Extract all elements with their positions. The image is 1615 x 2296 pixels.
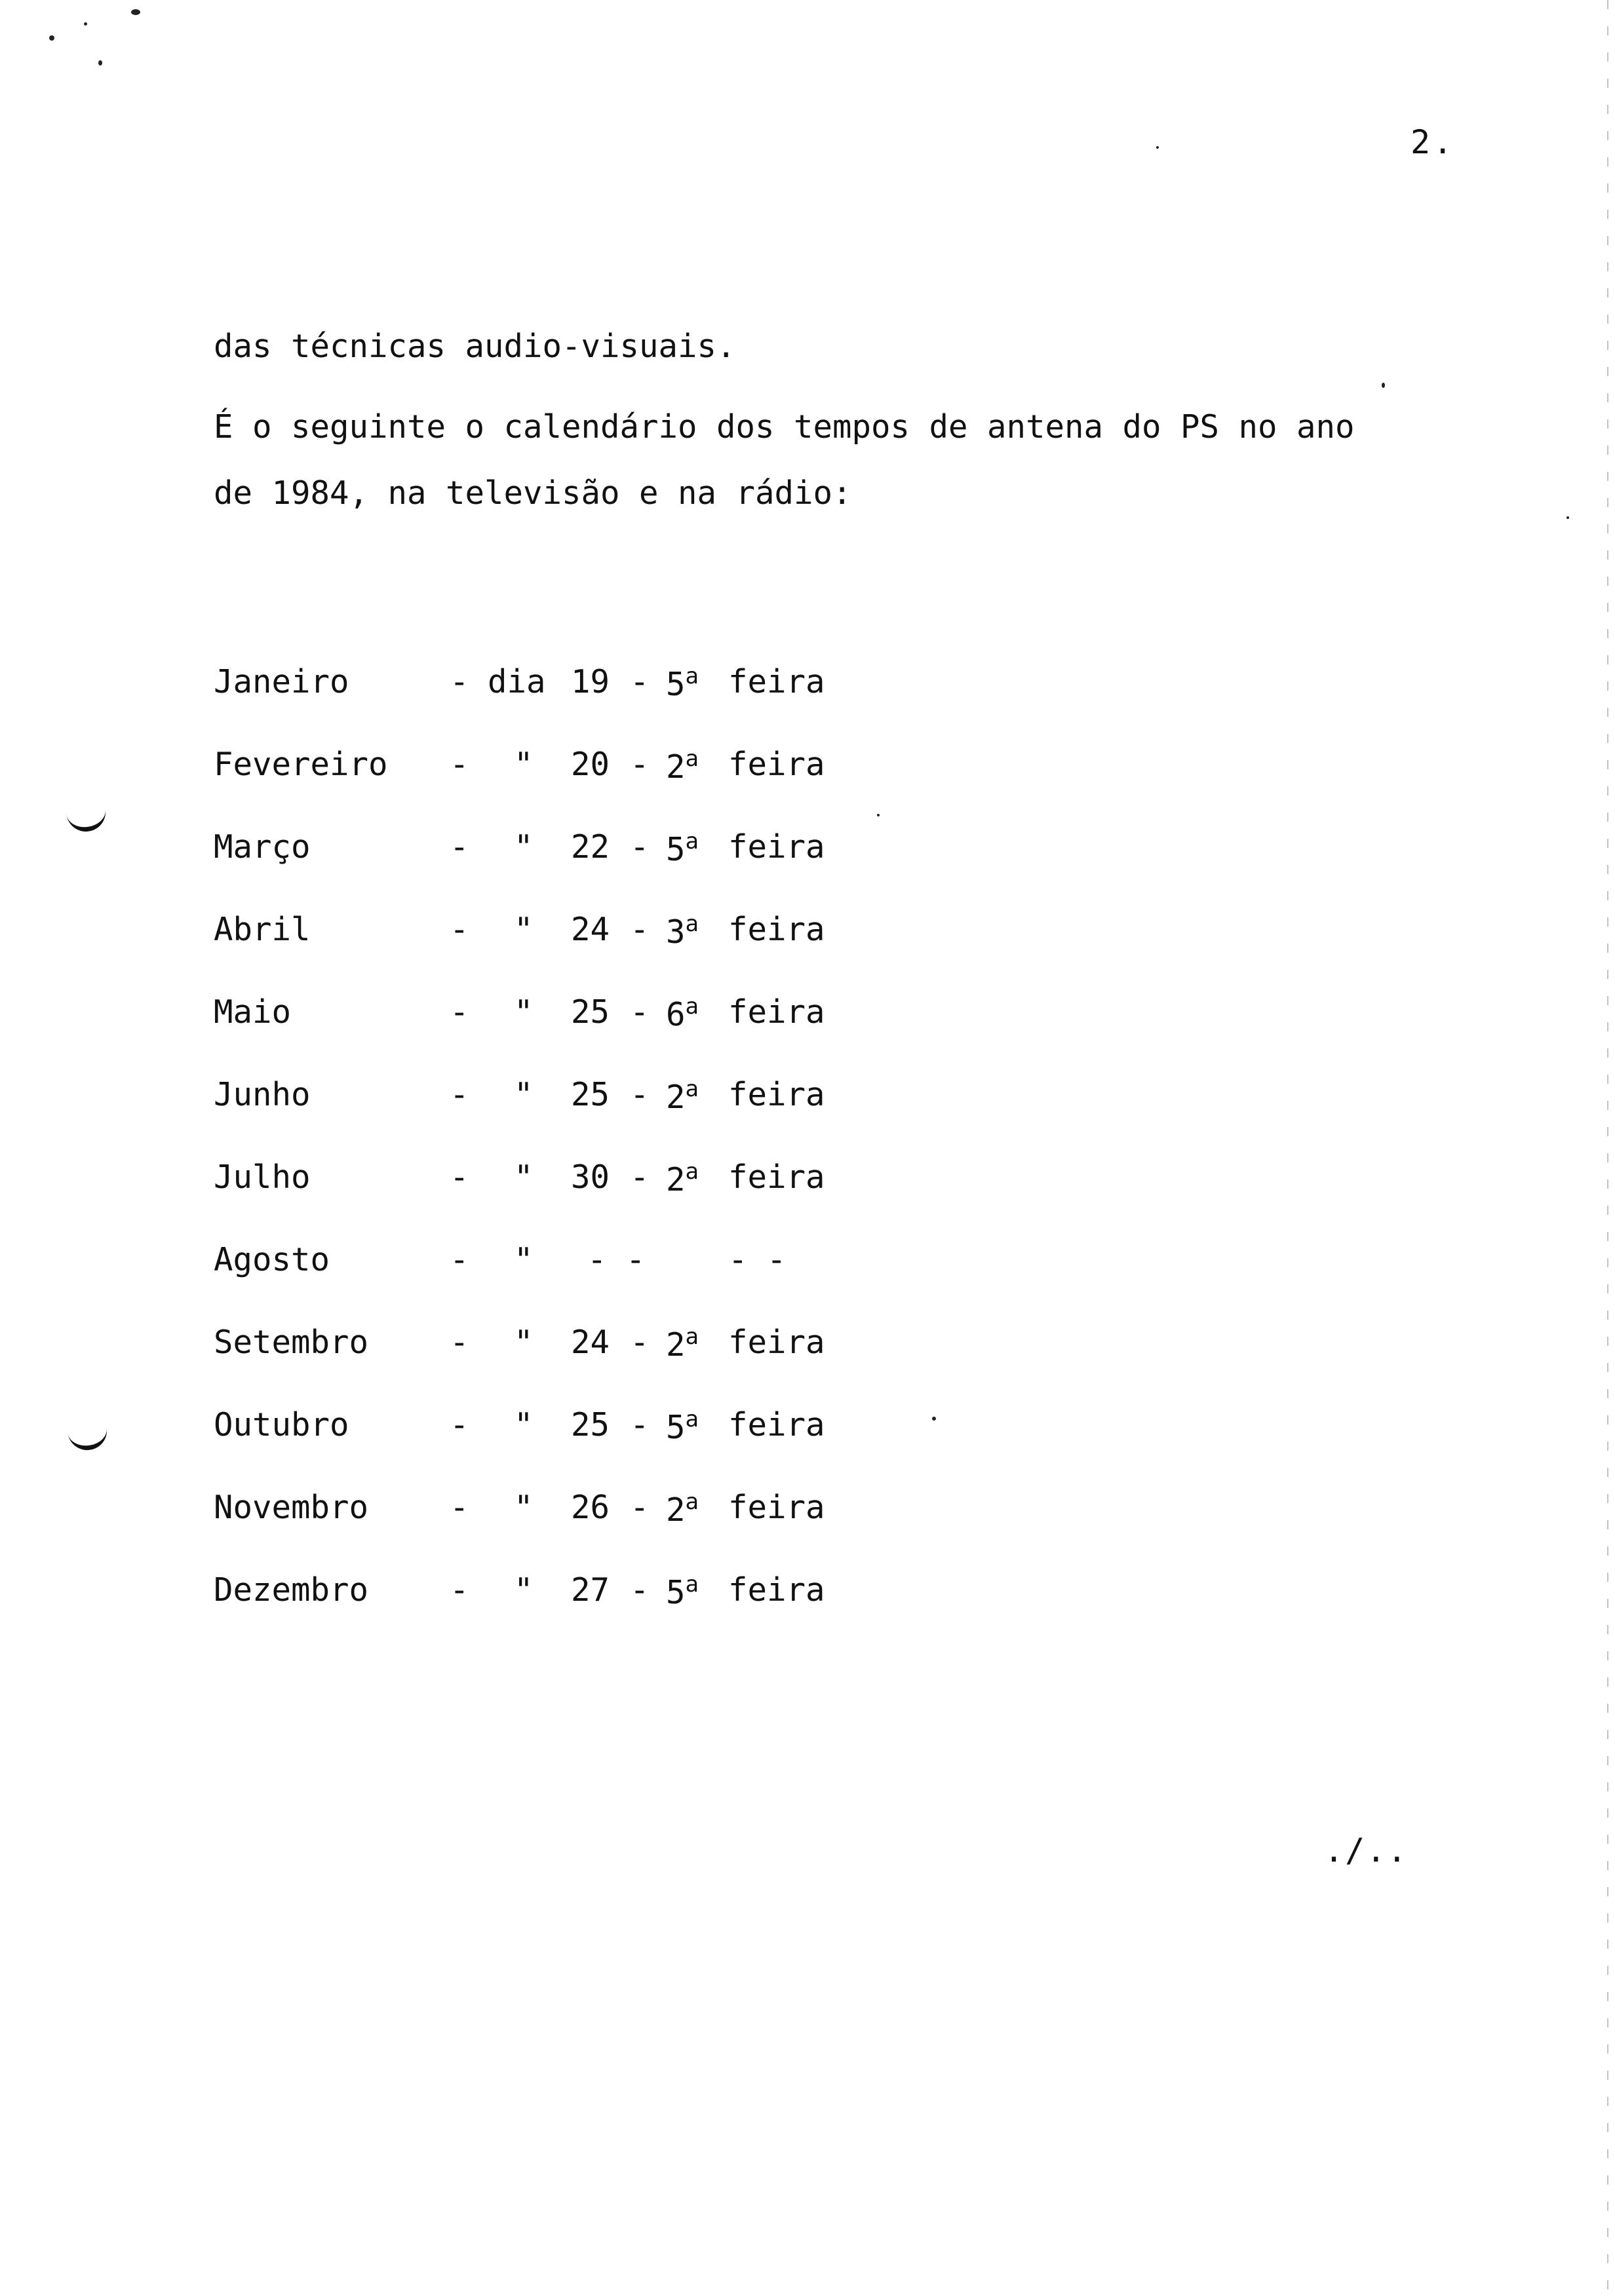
calendar-row [214,663,935,746]
month-label: Janeiro [214,663,349,700]
weekday-number: 5 [666,831,686,868]
feira-label: feira [728,1076,825,1113]
scan-speck [84,22,87,26]
dash-separator: - [630,993,650,1031]
calendar-row [214,1076,935,1158]
dash-separator: - [450,746,469,783]
dash-separator: - [630,1324,650,1361]
ditto-mark: " [514,1489,534,1526]
dash-separator: - [450,1076,469,1113]
ordinal-indicator: a [685,828,699,854]
month-label: Fevereiro [214,746,388,783]
continuation-mark: ./.. [1324,1831,1409,1869]
feira-label: feira [728,1406,825,1444]
month-label: Maio [214,993,292,1031]
scan-speck [98,60,102,66]
day-number: 30 [571,1158,610,1196]
weekday-ordinal [666,993,699,1033]
weekday-ordinal [666,1158,699,1198]
calendar-row [214,1571,935,1654]
calendar-row [214,746,935,828]
weekday-ordinal [666,663,699,703]
weekday-ordinal [666,1406,699,1446]
dash-separator: - [630,663,650,700]
ditto-mark: " [514,1241,534,1278]
ordinal-indicator: a [685,1406,699,1432]
dash-separator: - [450,1241,469,1278]
ordinal-indicator: a [685,1076,699,1102]
dash-separator: - [630,1489,650,1526]
punch-hole-mark [65,798,108,834]
ordinal-indicator: a [685,1571,699,1598]
calendar-row [214,993,935,1076]
day-prefix: dia [488,663,546,700]
scan-speck [1156,146,1159,149]
weekday-number: 2 [666,1161,686,1198]
month-label: Março [214,828,311,866]
dash-separator: - [450,1571,469,1609]
day-number: 26 [571,1489,610,1526]
month-label: Julho [214,1158,311,1196]
dash-separator: - [630,828,650,866]
dash-separator: - [630,1076,650,1113]
dash-separator: - [450,663,469,700]
weekday-number: 3 [666,913,686,951]
weekday-ordinal [666,911,699,951]
paragraph-line-3: de 1984, na televisão e na rádio: [214,474,852,512]
ordinal-indicator: a [685,1489,699,1515]
ordinal-indicator: a [685,1324,699,1350]
scan-speck [1566,516,1569,519]
page-number: 2. [1411,123,1456,161]
calendar-row [214,1324,935,1406]
ordinal-indicator: a [685,911,699,937]
weekday-number: 2 [666,748,686,786]
dash-separator: - [450,911,469,948]
day-number: 19 [571,663,610,700]
weekday-ordinal [666,1076,699,1116]
day-number: 22 [571,828,610,866]
dash-separator: - [450,828,469,866]
ordinal-indicator: a [685,663,699,689]
day-number: 25 [571,993,610,1031]
dash-separator: - [630,1158,650,1196]
ditto-mark: " [514,993,534,1031]
ordinal-indicator: a [685,1158,699,1185]
weekday-ordinal [666,1324,699,1364]
scan-speck [932,1417,936,1421]
feira-label: feira [728,746,825,783]
dash-separator: - [450,1324,469,1361]
ordinal-indicator: a [685,993,699,1020]
day-number: 25 [571,1076,610,1113]
month-label: Outubro [214,1406,349,1444]
dash-separator: - [630,911,650,948]
calendar-row [214,1158,935,1241]
dash-separator: - [450,1406,469,1444]
weekday-ordinal [666,828,699,868]
weekday-number: 2 [666,1079,686,1116]
calendar-row [214,911,935,993]
broadcast-calendar [214,663,935,1654]
weekday-number: 5 [666,1409,686,1446]
ditto-mark: " [514,746,534,783]
feira-label: feira [728,663,825,700]
day-number: 24 [571,911,610,948]
ditto-mark: " [514,911,534,948]
feira-label: feira [728,1489,825,1526]
scan-speck [877,814,880,816]
scan-speck [1382,383,1385,388]
day-number: 20 [571,746,610,783]
feira-label: feira [728,911,825,948]
ditto-mark: " [514,828,534,866]
dash-separator: - [630,1406,650,1444]
dash-separator: - [630,1571,650,1609]
weekday-number: 5 [666,1574,686,1611]
dash-separator: - [630,746,650,783]
dash-separator: - [450,1489,469,1526]
scan-speck [49,35,54,41]
weekday-ordinal [666,1489,699,1529]
calendar-row [214,1489,935,1571]
day-number: 24 [571,1324,610,1361]
paragraph-line-1: das técnicas audio-visuais. [214,328,736,365]
feira-label: feira [728,993,825,1031]
month-label: Setembro [214,1324,369,1361]
ditto-mark: " [514,1324,534,1361]
blank-day: - - [587,1241,646,1278]
calendar-row [214,828,935,911]
ordinal-indicator: a [685,746,699,772]
calendar-row [214,1241,935,1324]
month-label: Abril [214,911,311,948]
ditto-mark: " [514,1076,534,1113]
blank-weekday: - - [728,1241,787,1278]
feira-label: feira [728,1324,825,1361]
dash-separator: - [450,1158,469,1196]
weekday-number: 2 [666,1491,686,1529]
ditto-mark: " [514,1158,534,1196]
month-label: Agosto [214,1241,330,1278]
month-label: Dezembro [214,1571,369,1609]
ditto-mark: " [514,1571,534,1609]
weekday-number: 5 [666,666,686,703]
dash-separator: - [450,993,469,1031]
month-label: Novembro [214,1489,369,1526]
scan-speck [131,9,140,15]
feira-label: feira [728,1571,825,1609]
weekday-number: 6 [666,996,686,1033]
ditto-mark: " [514,1406,534,1444]
feira-label: feira [728,828,825,866]
month-label: Junho [214,1076,311,1113]
day-number: 27 [571,1571,610,1609]
paragraph-line-2: É o seguinte o calendário dos tempos de antena do PS no ano [214,408,1355,446]
calendar-row [214,1406,935,1489]
scan-edge-line [1607,0,1608,2296]
weekday-ordinal [666,1571,699,1611]
punch-hole-mark [66,1417,109,1453]
weekday-ordinal [666,746,699,786]
feira-label: feira [728,1158,825,1196]
weekday-number: 2 [666,1326,686,1364]
day-number: 25 [571,1406,610,1444]
